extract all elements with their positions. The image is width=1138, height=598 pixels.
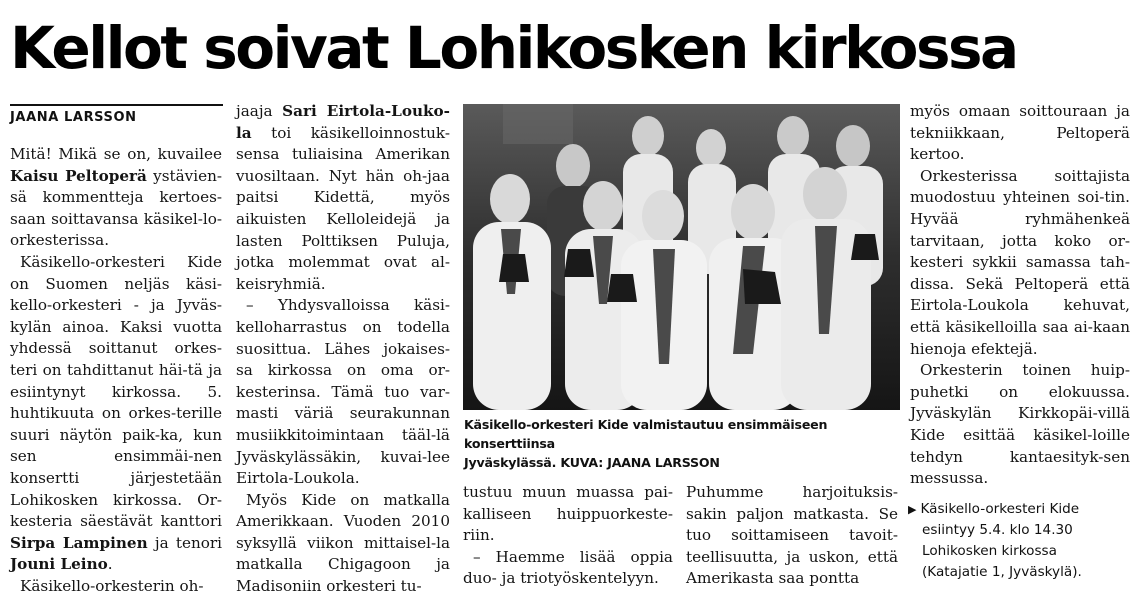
byline: JAANA LARSSON [10, 110, 137, 125]
person-name: Kaisu Peltoperä [10, 166, 147, 185]
paragraph: myös omaan soittouraan ja tekniikkaan, Peltoperä kertoo. [910, 102, 1130, 164]
paragraph: Käsikello-orkesterin oh- [20, 576, 204, 595]
person-name: Sari Eirtola-Louko-la [236, 102, 450, 142]
article-column-3 [463, 482, 673, 590]
article-column-4 [686, 482, 898, 590]
article-column-5 [910, 101, 1130, 490]
photo-bell-choir [463, 104, 900, 410]
paragraph: Orkesterissa soittajista muodostuu yhteinen soi-tin. Hyvää ryhmähenkeä tarvitaan, jotta koko or-kesteri sykkii samassa tah-dissa. Sekä Peltoperä että Eirtola-Loukola kehuvat, että käsikelloilla saa ai-kaan hienoja efektejä. [910, 166, 1130, 358]
paragraph: Myös Kide on matkalla Amerikkaan. Vuoden 2010 syksyllä viikon mittaisel-la matkalla Chigagoon ja Madisoniin orkesteri tu- [236, 490, 450, 596]
person-name: Jouni Leino [10, 555, 108, 574]
paragraph: – Haemme lisää oppia duo- ja triotyöskentelyyn. [463, 547, 673, 588]
paragraph: Puhumme harjoituksis-sakin paljon matkasta. Se tuo soittamiseen tavoit-teellisuutta, ja uskon, että Amerikasta saa pontta [686, 483, 898, 588]
paragraph: jaaja Sari Eirtola-Louko-la toi käsikelloinnostuk-sensa tuliaisina Amerikan vuosiltaan. Nyt hän oh-jaa paitsi Kidettä, myös aikuisten Kelloleidejä ja lasten Polttiksen Puluja, jotka molemmat ovat al-keisryhmiä. [236, 102, 450, 293]
article-column-2 [236, 101, 450, 598]
arrow-right-icon: ▶ [908, 503, 917, 516]
event-info: ▶ Käsikello-orkesteri Kide esiintyy 5.4. klo 14.30 Lohikosken kirkossa (Katajatie 1, Jyväskylä). [908, 501, 1082, 580]
photo-caption: Käsikello-orkesteri Kide valmistautuu ensimmäiseen konserttiinsa Jyväskylässä. KUVA: JAANA LARSSON [464, 417, 828, 470]
headline: Kellot soivat Lohikosken kirkossa [10, 14, 1017, 82]
photo-illustration [463, 104, 900, 410]
byline-rule [10, 104, 223, 106]
paragraph: Orkesterin toinen huip-puhetki on elokuussa. Jyväskylän Kirkkopäi-villä Kide esittää käsikel-loille tehdyn kantaesityk-sen messussa. [910, 361, 1130, 488]
person-name: Sirpa Lampinen [10, 533, 148, 552]
paragraph: – Yhdysvalloissa käsi-kelloharrastus on todella suosittua. Lähes jokaises-sa kirkossa on oma or-kesterinsa. Tämä tuo var-masti väriä seurakunnan musiikkitoimintaan tääl-lä Jyväskylässäkin, kuvai-lee Eirtola-Loukola. [236, 296, 450, 488]
paragraph: tustuu muun muassa pai-kalliseen huippuorkeste-riin. [463, 483, 673, 545]
paragraph: Käsikello-orkesteri Kide on Suomen neljäs käsi-kello-orkesteri - ja Jyväs-kylän ainoa. Kaksi vuotta yhdessä soittanut orkes-teri on tahdittanut häi-tä ja esiintynyt kirkossa. 5. huhtikuuta on orkes-terille suuri näytön paik-ka, kun sen ensimmäi-nen konsertti järjestetään Lohikosken kirkossa. Or-kesteria säestävät kanttori Sirpa Lampinen ja tenori Jouni Leino. [10, 252, 222, 574]
paragraph: Mitä! Mikä se on, kuvailee Kaisu Peltoperä ystävien-sä kommentteja kertoes-saan soittavansa käsikel-lo-orkesterissa. [10, 145, 223, 250]
article-column-1 [10, 144, 222, 597]
